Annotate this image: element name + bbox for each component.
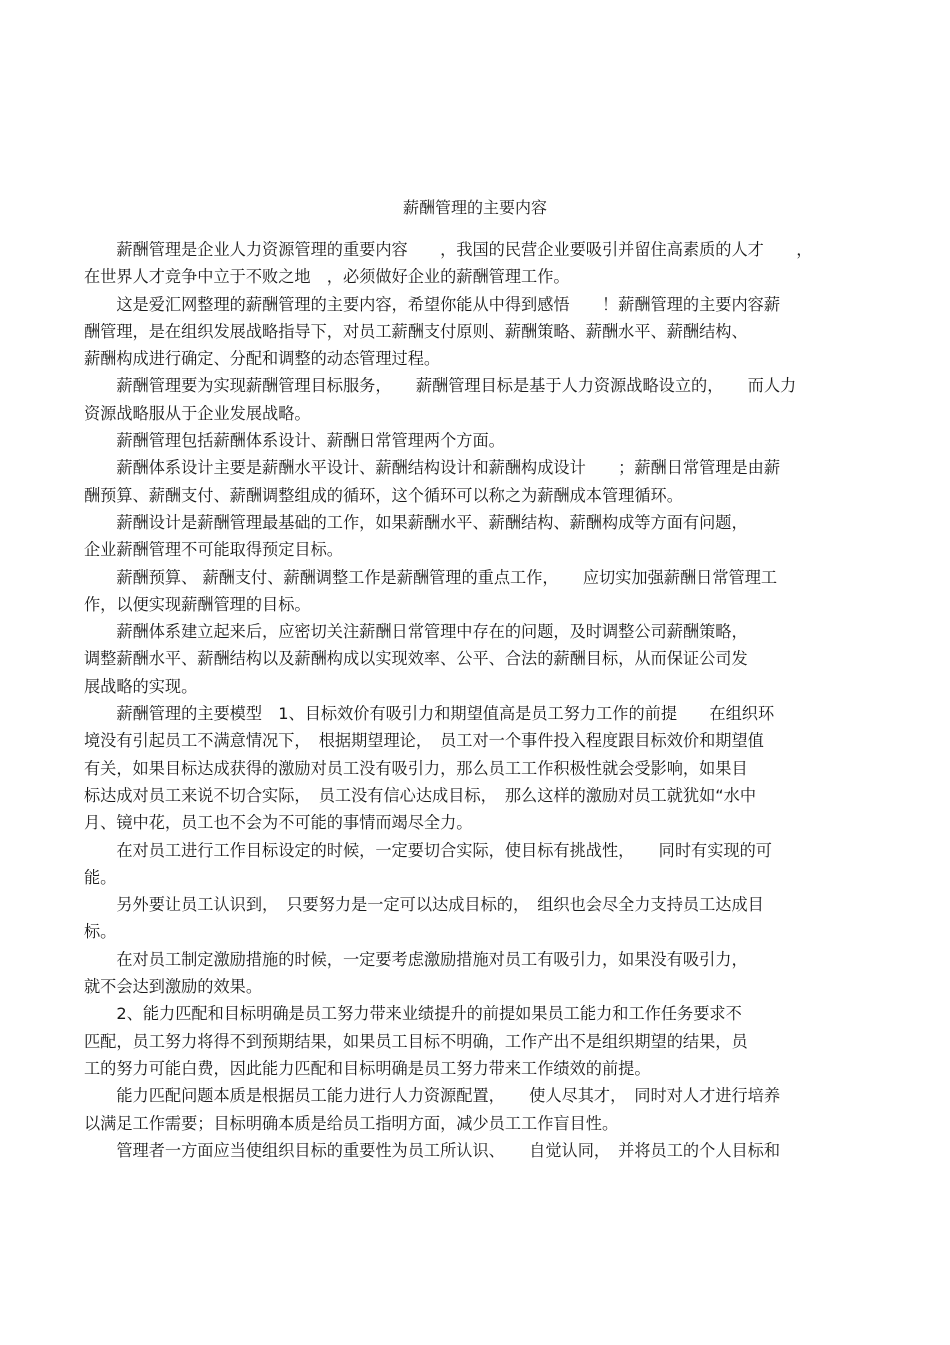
paragraph bbox=[84, 618, 874, 700]
document-body bbox=[84, 236, 874, 1164]
text-line: 薪酬管理是企业人力资源管理的重要内容 ，我国的民营企业要吸引并留住高素质的人才 ， bbox=[84, 240, 813, 259]
text-line: 匹配，员工努力将得不到预期结果，如果员工目标不明确，工作产出不是组织期望的结果，员 bbox=[84, 1031, 748, 1051]
paragraph bbox=[84, 1000, 874, 1082]
text-line: 作，以便实现薪酬管理的目标。 bbox=[84, 594, 311, 614]
text-line: 有关，如果目标达成获得的激励对员工没有吸引力，那么员工工作积极性就会受影响，如果目 bbox=[84, 758, 748, 778]
text-line: 以满足工作需要；目标明确本质是给员工指明方面，减少员工工作盲目性。 bbox=[84, 1113, 619, 1133]
text-line: 薪酬管理要为实现薪酬管理目标服务， 薪酬管理目标是基于人力资源战略设立的， 而人力 bbox=[84, 376, 797, 396]
paragraph bbox=[84, 1082, 874, 1137]
text-line: 调整薪酬水平、薪酬结构以及薪酬构成以实现效率、公平、合法的薪酬目标，从而保证公司发 bbox=[84, 649, 748, 669]
text-line: 企业薪酬管理不可能取得预定目标。 bbox=[84, 540, 343, 560]
text-line: 酬管理，是在组织发展战略指导下，对员工薪酬支付原则、薪酬策略、薪酬水平、薪酬结构、 bbox=[84, 321, 748, 341]
text-line: 薪酬构成进行确定、分配和调整的动态管理过程。 bbox=[84, 349, 441, 369]
text-line: 能。 bbox=[84, 867, 117, 887]
text-line: 管理者一方面应当使组织目标的重要性为员工所认识、 自觉认同， 并将员工的个人目标和 bbox=[84, 1140, 781, 1160]
text-line: 这是爱汇网整理的薪酬管理的主要内容，希望你能从中得到感悟 ！薪酬管理的主要内容薪 bbox=[84, 294, 781, 314]
paragraph bbox=[84, 564, 874, 619]
text-line: 展战略的实现。 bbox=[84, 676, 198, 696]
paragraph bbox=[84, 454, 874, 509]
text-line: 境没有引起员工不满意情况下， 根据期望理论， 员工对一个事件投入程度跟目标效价和期望值 bbox=[84, 731, 764, 751]
text-line: 薪酬设计是薪酬管理最基础的工作，如果薪酬水平、薪酬结构、薪酬构成等方面有问题， bbox=[84, 512, 748, 532]
text-line: 月、镜中花，员工也不会为不可能的事情而竭尽全力。 bbox=[84, 813, 473, 833]
paragraph bbox=[84, 291, 874, 373]
text-line: 标。 bbox=[84, 922, 117, 942]
text-line: 能力匹配问题本质是根据员工能力进行人力资源配置， 使人尽其才， 同时对人才进行培养 bbox=[84, 1086, 781, 1106]
paragraph bbox=[84, 372, 874, 427]
text-line: 就不会达到激励的效果。 bbox=[84, 977, 263, 997]
paragraph bbox=[84, 837, 874, 892]
text-line: 标达成对员工来说不切合实际， 员工没有信心达成目标， 那么这样的激励对员工就犹如“水中 bbox=[84, 785, 757, 805]
text-line: 薪酬体系建立起来后，应密切关注薪酬日常管理中存在的问题，及时调整公司薪酬策略， bbox=[84, 622, 748, 642]
text-line: 工的努力可能白费，因此能力匹配和目标明确是员工努力带来工作绩效的前提。 bbox=[84, 1058, 651, 1078]
paragraph bbox=[84, 700, 874, 836]
text-line: 在世界人才竞争中立于不败之地 ，必须做好企业的薪酬管理工作。 bbox=[84, 267, 570, 287]
text-line: 薪酬预算、 薪酬支付、薪酬调整工作是薪酬管理的重点工作， 应切实加强薪酬日常管理工 bbox=[84, 567, 778, 587]
text-line: 酬预算、薪酬支付、薪酬调整组成的循环，这个循环可以称之为薪酬成本管理循环。 bbox=[84, 485, 683, 505]
paragraph bbox=[84, 891, 874, 946]
text-line: 薪酬管理的主要模型 1、目标效价有吸引力和期望值高是员工努力工作的前提 在组织环 bbox=[84, 704, 775, 724]
paragraph bbox=[84, 946, 874, 1001]
text-line: 在对员工制定激励措施的时候，一定要考虑激励措施对员工有吸引力，如果没有吸引力， bbox=[84, 949, 748, 969]
paragraph bbox=[84, 509, 874, 564]
paragraph bbox=[84, 427, 874, 454]
text-line: 2、能力匹配和目标明确是员工努力带来业绩提升的前提如果员工能力和工作任务要求不 bbox=[84, 1004, 742, 1024]
paragraph bbox=[84, 1137, 874, 1164]
document-title: 薪酬管理的主要内容 bbox=[402, 198, 547, 217]
text-line: 另外要让员工认识到， 只要努力是一定可以达成目标的， 组织也会尽全力支持员工达成目 bbox=[84, 895, 764, 915]
text-line: 薪酬管理包括薪酬体系设计、薪酬日常管理两个方面。 bbox=[84, 431, 505, 451]
text-line: 资源战略服从于企业发展战略。 bbox=[84, 403, 311, 423]
paragraph bbox=[84, 236, 874, 291]
text-line: 薪酬体系设计主要是薪酬水平设计、薪酬结构设计和薪酬构成设计 ；薪酬日常管理是由薪 bbox=[84, 458, 781, 478]
text-line: 在对员工进行工作目标设定的时候，一定要切合实际，使目标有挑战性， 同时有实现的可 bbox=[84, 840, 772, 860]
